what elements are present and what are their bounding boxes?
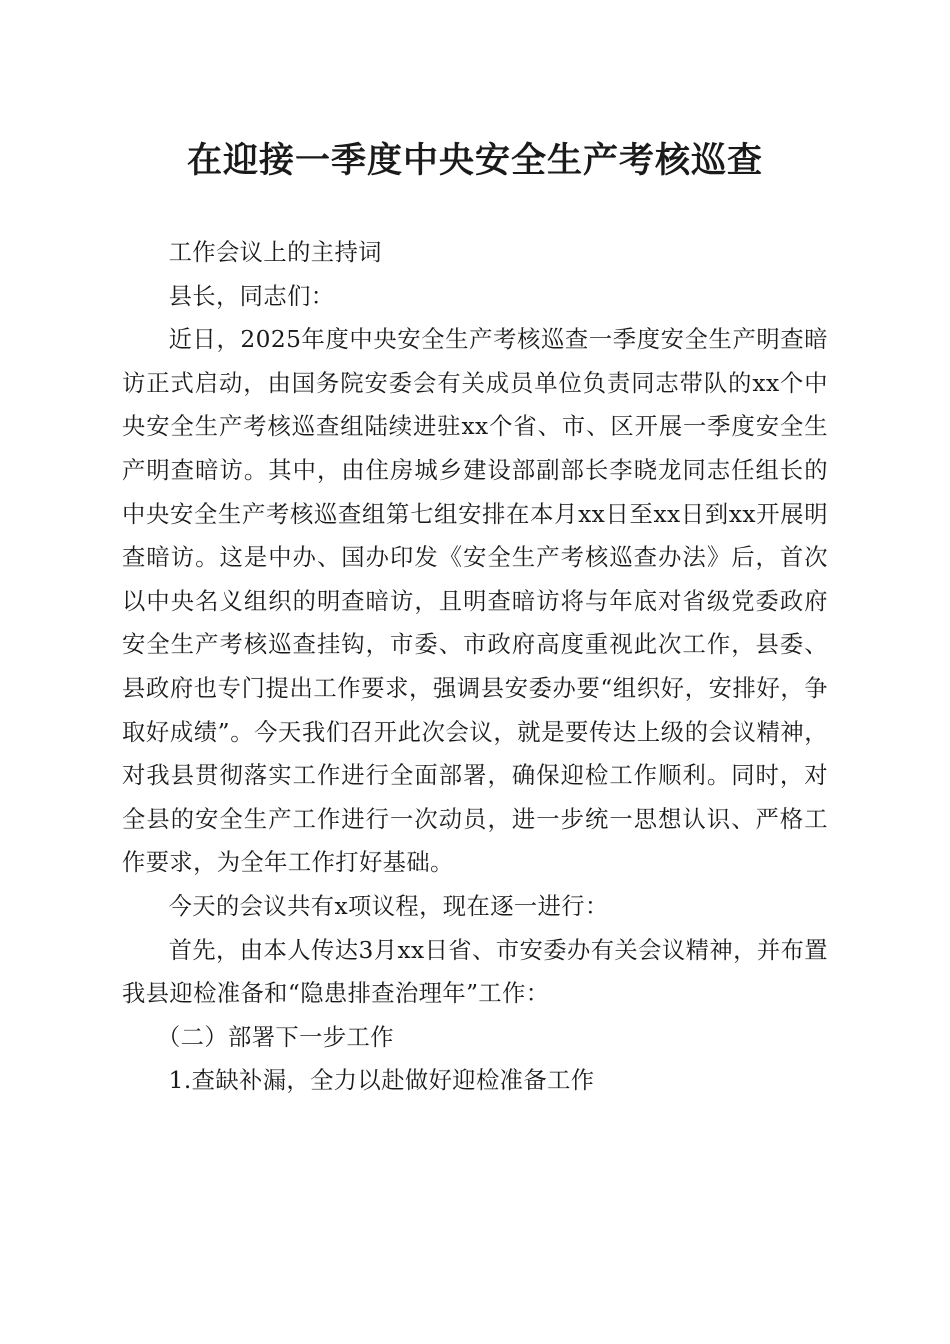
first-item-paragraph: 首先，由本人传达3月xx日省、市安委办有关会议精神，并布置我县迎检准备和“隐患排查治理年”工作： <box>122 936 828 1008</box>
list-item-1: 1.查缺补漏，全力以赴做好迎检准备工作 <box>168 1067 595 1095</box>
document-body <box>122 231 828 1103</box>
salutation-paragraph: 县长，同志们： <box>168 282 335 310</box>
agenda-paragraph: 今天的会议共有x项议程，现在逐一进行： <box>168 892 609 920</box>
section-heading <box>122 1016 828 1060</box>
section-heading-text: （二）部署下一步工作 <box>156 1023 394 1051</box>
intro-paragraph: 近日，2025年度中央安全生产考核巡查一季度安全生产明查暗访正式启动，由国务院安委会有关成员单位负责同志带队的xx个中央安全生产考核巡查组陆续进驻xx个省、市、区开展一季度安全生产明查暗访。其中，由住房城乡建设部副部长李晓龙同志任组长的中央安全生产考核巡查组第七组安排在本月xx日至xx日到xx开展明查暗访。这是中办、国办印发《安全生产考核巡查办法》后，首次以中央名义组织的明查暗访，且明查暗访将与年底对省级党委政府安全生产考核巡查挂钩，市委、市政府高度重视此次工作，县委、县政府也专门提出工作要求，强调县安委办要“组织好，安排好，争取好成绩”。今天我们召开此次会议，就是要传达上级的会议精神，对我县贯彻落实工作进行全面部署，确保迎检工作顺利。同时，对全县的安全生产工作进行一次动员，进一步统一思想认识、严格工作要求，为全年工作打好基础。 <box>122 326 828 877</box>
document-title: 在迎接一季度中央安全生产考核巡查 <box>186 140 763 181</box>
subtitle-paragraph: 工作会议上的主持词 <box>168 239 382 266</box>
